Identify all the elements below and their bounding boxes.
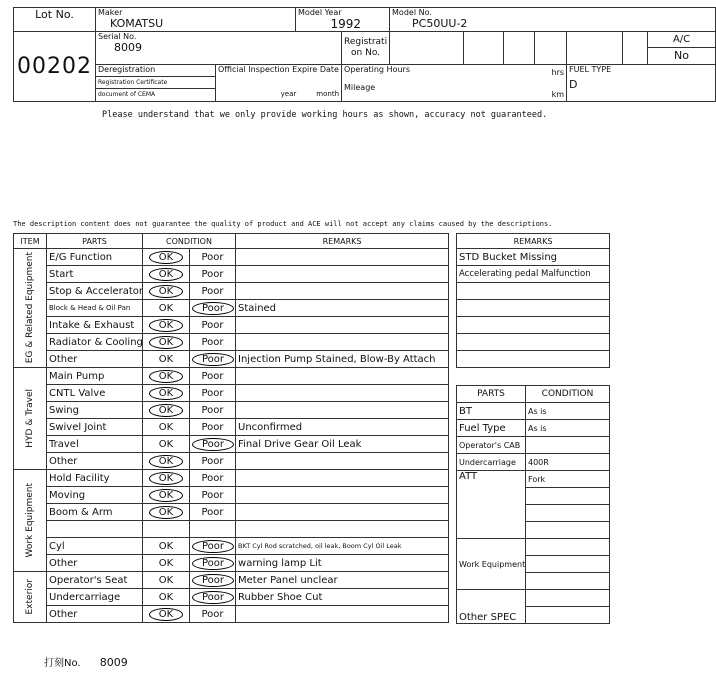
ok-cell xyxy=(143,589,190,606)
ok-mark: OK xyxy=(149,506,183,519)
part-name: Intake & Exhaust xyxy=(47,317,143,334)
condition-row xyxy=(14,606,449,623)
operating-hours-label: Operating Hours xyxy=(344,65,410,74)
poor-cell xyxy=(190,538,236,555)
right-remark-row xyxy=(457,334,610,351)
part-name: Travel xyxy=(47,436,143,453)
att-extra-row xyxy=(526,488,610,505)
poor-cell xyxy=(190,266,236,283)
condition-row xyxy=(14,453,449,470)
att-extra-row xyxy=(526,522,610,539)
condition-row xyxy=(14,436,449,453)
condition-row xyxy=(14,249,449,266)
condition-row xyxy=(14,317,449,334)
part-name xyxy=(47,521,143,538)
remark-text xyxy=(236,334,449,351)
poor-cell xyxy=(190,317,236,334)
fuel-type-cell xyxy=(567,65,716,102)
maker-label: Maker xyxy=(98,8,123,17)
ok-cell xyxy=(143,351,190,368)
model-year-value: 1992 xyxy=(330,17,362,31)
model-no-label: Model No. xyxy=(392,8,432,17)
item-group-label: Exterior xyxy=(25,579,35,615)
condition-row xyxy=(14,589,449,606)
poor-mark: Poor xyxy=(192,574,234,587)
cab-label: Operator's CAB xyxy=(457,437,526,454)
poor-cell xyxy=(190,453,236,470)
poor-mark: Poor xyxy=(201,387,224,399)
mileage-label: Mileage xyxy=(344,82,376,92)
condition-row xyxy=(14,470,449,487)
ok-cell xyxy=(143,521,190,538)
ok-cell xyxy=(143,470,190,487)
ok-mark: OK xyxy=(149,319,183,332)
reg-box-1 xyxy=(390,32,464,65)
ok-cell xyxy=(143,385,190,402)
part-name: Other xyxy=(47,555,143,572)
work-extra-row xyxy=(526,556,610,573)
att-value: Fork xyxy=(526,471,610,488)
ok-cell xyxy=(143,487,190,504)
item-group-cell xyxy=(14,470,47,572)
condition-row xyxy=(14,572,449,589)
poor-cell xyxy=(190,300,236,317)
poor-mark: Poor xyxy=(201,455,224,467)
part-name: Other xyxy=(47,351,143,368)
fuel-label: Fuel Type xyxy=(457,420,526,437)
part-name: Moving xyxy=(47,487,143,504)
remark-text: BKT Cyl Rod scratched, oil leak, Boom Cyl Oil Leak xyxy=(236,538,449,555)
remark-text xyxy=(236,266,449,283)
poor-mark: Poor xyxy=(201,336,224,348)
ac-label: A/C xyxy=(648,32,715,48)
stamp-number xyxy=(44,654,128,669)
condition-row xyxy=(14,266,449,283)
poor-mark: Poor xyxy=(192,438,234,451)
ok-cell xyxy=(143,266,190,283)
ok-cell xyxy=(143,283,190,300)
header-table xyxy=(13,7,716,102)
under-value: 400R xyxy=(526,454,610,471)
poor-mark: Poor xyxy=(201,404,224,416)
ok-cell xyxy=(143,402,190,419)
part-name: Swing xyxy=(47,402,143,419)
right-parts-header: PARTS xyxy=(457,386,526,403)
ok-cell xyxy=(143,555,190,572)
right-remark-row xyxy=(457,351,610,368)
ok-cell xyxy=(143,436,190,453)
right-remarks-wrap xyxy=(456,233,610,368)
remark-text xyxy=(236,249,449,266)
ok-cell xyxy=(143,249,190,266)
remark-text xyxy=(236,385,449,402)
model-year-label: Model Year xyxy=(298,8,342,17)
remark-text xyxy=(236,487,449,504)
remark-text xyxy=(236,402,449,419)
att-label: ATT xyxy=(457,471,526,539)
lot-value: 00202 xyxy=(17,54,92,79)
remark-text xyxy=(236,317,449,334)
fuel-type-label: FUEL TYPE xyxy=(569,65,612,74)
ok-cell xyxy=(143,368,190,385)
condition-row xyxy=(14,300,449,317)
right-remark-row: STD Bucket Missing xyxy=(457,249,610,266)
poor-cell xyxy=(190,606,236,623)
poor-cell xyxy=(190,470,236,487)
inspection-label: Official Inspection Expire Date xyxy=(218,65,339,74)
ok-mark: OK xyxy=(149,251,183,264)
condition-row xyxy=(14,538,449,555)
condition-row xyxy=(14,283,449,300)
inspection-cell xyxy=(216,65,342,102)
ok-cell xyxy=(143,453,190,470)
lot-label-cell xyxy=(14,8,96,32)
registration-label: Registrati on No. xyxy=(344,37,388,58)
poor-mark: Poor xyxy=(192,540,234,553)
serial-cell xyxy=(96,32,342,65)
work-extra-row xyxy=(526,539,610,556)
work-extra-row xyxy=(526,573,610,590)
other-extra-row xyxy=(526,590,610,607)
right-remark-row: Accelerating pedal Malfunction xyxy=(457,266,610,283)
poor-cell xyxy=(190,436,236,453)
right-parts-table xyxy=(456,385,610,624)
ok-mark: OK xyxy=(158,540,174,552)
cab-value xyxy=(526,437,610,454)
deregistration-cell xyxy=(96,65,216,77)
part-name: Other xyxy=(47,606,143,623)
condition-row xyxy=(14,487,449,504)
condition-row xyxy=(14,368,449,385)
poor-cell xyxy=(190,572,236,589)
condition-row xyxy=(14,334,449,351)
document-cema-label: document of CEMA xyxy=(98,91,156,98)
item-group-label: Work Equipment xyxy=(25,483,35,558)
part-name: Cyl xyxy=(47,538,143,555)
ok-mark: OK xyxy=(149,370,183,383)
registration-cert-label: Registration Certificate xyxy=(96,77,215,89)
condition-row xyxy=(14,521,449,538)
ok-mark: OK xyxy=(149,472,183,485)
poor-mark: Poor xyxy=(192,302,234,315)
right-remarks-table xyxy=(456,233,610,368)
poor-cell xyxy=(190,385,236,402)
right-remarks-header: REMARKS xyxy=(457,234,610,249)
poor-mark: Poor xyxy=(192,353,234,366)
col-condition-header: CONDITION xyxy=(143,234,236,249)
ok-mark: OK xyxy=(149,268,183,281)
ok-cell xyxy=(143,300,190,317)
ok-cell xyxy=(143,606,190,623)
model-year-cell xyxy=(296,8,390,32)
part-name: Start xyxy=(47,266,143,283)
hrs-label: hrs xyxy=(551,67,565,77)
right-remark-row xyxy=(457,300,610,317)
item-group-cell xyxy=(14,368,47,470)
poor-mark: Poor xyxy=(192,591,234,604)
model-no-value: PC50UU-2 xyxy=(412,17,468,30)
ok-mark: OK xyxy=(158,421,174,433)
remark-text xyxy=(236,453,449,470)
poor-mark: Poor xyxy=(201,370,224,382)
remark-text: Final Drive Gear Oil Leak xyxy=(236,436,449,453)
other-extra-row xyxy=(526,607,610,624)
ok-cell xyxy=(143,538,190,555)
under-label: Undercarriage xyxy=(457,454,526,471)
remark-text: Stained xyxy=(236,300,449,317)
poor-mark: Poor xyxy=(201,489,224,501)
item-group-cell xyxy=(14,572,47,623)
operating-hours-cell xyxy=(342,65,567,77)
reg-box-4 xyxy=(535,32,567,65)
stamp-value: 8009 xyxy=(99,656,128,669)
remark-text xyxy=(236,504,449,521)
ok-mark: OK xyxy=(158,353,174,365)
item-group-cell xyxy=(14,249,47,368)
ok-mark: OK xyxy=(158,557,174,569)
model-no-cell xyxy=(390,8,716,32)
year-label: year xyxy=(280,90,297,98)
reg-box-3 xyxy=(504,32,535,65)
reg-box-5 xyxy=(567,32,623,65)
remark-text: Unconfirmed xyxy=(236,419,449,436)
condition-table xyxy=(13,233,449,623)
remark-text: Meter Panel unclear xyxy=(236,572,449,589)
part-name: Undercarriage xyxy=(47,589,143,606)
registration-cell xyxy=(342,32,390,65)
poor-cell xyxy=(190,402,236,419)
ac-cell xyxy=(648,32,716,65)
remark-text: warning lamp Lit xyxy=(236,555,449,572)
serial-label: Serial No. xyxy=(98,32,137,41)
poor-cell xyxy=(190,555,236,572)
right-remark-row xyxy=(457,283,610,300)
ok-mark: OK xyxy=(149,489,183,502)
remark-text xyxy=(236,521,449,538)
ok-mark: OK xyxy=(149,336,183,349)
remark-text xyxy=(236,470,449,487)
att-extra-row xyxy=(526,505,610,522)
lot-label: Lot No. xyxy=(35,8,74,21)
poor-cell xyxy=(190,351,236,368)
part-name: E/G Function xyxy=(47,249,143,266)
fuel-type-value: D xyxy=(569,78,578,91)
bt-value: As is xyxy=(526,403,610,420)
work-equipment-label: Work Equipment xyxy=(457,539,526,590)
reg-box-6 xyxy=(623,32,648,65)
maker-cell xyxy=(96,8,296,32)
remark-text: Injection Pump Stained, Blow-By Attach xyxy=(236,351,449,368)
part-name: Boom & Arm xyxy=(47,504,143,521)
poor-cell xyxy=(190,487,236,504)
part-name: Block & Head & Oil Pan xyxy=(47,300,143,317)
part-name: Stop & Accelerator xyxy=(47,283,143,300)
remark-text xyxy=(236,606,449,623)
condition-row xyxy=(14,402,449,419)
bt-label: BT xyxy=(457,403,526,420)
km-label: km xyxy=(551,90,565,99)
part-name: Operator's Seat xyxy=(47,572,143,589)
ok-cell xyxy=(143,504,190,521)
condition-row xyxy=(14,351,449,368)
poor-cell xyxy=(190,283,236,300)
stamp-label: 打刻No. xyxy=(44,658,81,669)
part-name: Hold Facility xyxy=(47,470,143,487)
ok-mark: OK xyxy=(149,455,183,468)
col-parts-header: PARTS xyxy=(47,234,143,249)
condition-table-wrap xyxy=(13,233,449,623)
poor-mark: Poor xyxy=(201,608,224,620)
serial-value: 8009 xyxy=(114,41,142,54)
poor-mark: Poor xyxy=(201,251,224,263)
ok-cell xyxy=(143,419,190,436)
condition-row xyxy=(14,385,449,402)
fuel-value: As is xyxy=(526,420,610,437)
ok-mark: OK xyxy=(158,302,174,314)
poor-cell xyxy=(190,419,236,436)
ac-value: No xyxy=(674,49,690,62)
poor-cell xyxy=(190,589,236,606)
right-remark-row xyxy=(457,317,610,334)
condition-row xyxy=(14,504,449,521)
poor-cell xyxy=(190,521,236,538)
poor-cell xyxy=(190,368,236,385)
ok-cell xyxy=(143,572,190,589)
right-parts-wrap xyxy=(456,385,610,624)
condition-table-body xyxy=(14,249,449,623)
header-block xyxy=(13,7,716,102)
ok-mark: OK xyxy=(149,285,183,298)
ok-mark: OK xyxy=(158,438,174,450)
part-name: Other xyxy=(47,453,143,470)
ok-mark: OK xyxy=(158,574,174,586)
ok-mark: OK xyxy=(149,404,183,417)
poor-mark: Poor xyxy=(192,557,234,570)
poor-cell xyxy=(190,504,236,521)
poor-mark: Poor xyxy=(201,421,224,433)
condition-row xyxy=(14,419,449,436)
remark-text xyxy=(236,283,449,300)
maker-value: KOMATSU xyxy=(110,17,164,30)
part-name: Swivel Joint xyxy=(47,419,143,436)
poor-mark: Poor xyxy=(201,268,224,280)
col-item-header: ITEM xyxy=(14,234,47,249)
part-name: Radiator & Cooling xyxy=(47,334,143,351)
ok-mark: OK xyxy=(149,608,183,621)
registration-cert-cell xyxy=(96,77,216,102)
poor-mark: Poor xyxy=(201,319,224,331)
remark-text: Rubber Shoe Cut xyxy=(236,589,449,606)
item-group-label: EG & Related Equipment xyxy=(25,252,35,364)
ok-cell xyxy=(143,317,190,334)
right-condition-header: CONDITION xyxy=(526,386,610,403)
ok-cell xyxy=(143,334,190,351)
hours-note: Please understand that we only provide working hours as shown, accuracy not guaranteed. xyxy=(102,110,548,120)
condition-row xyxy=(14,555,449,572)
remark-text xyxy=(236,368,449,385)
part-name: Main Pump xyxy=(47,368,143,385)
item-group-label: HYD & Travel xyxy=(25,389,35,448)
disclaimer: The description content does not guarantee the quality of product and ACE will not accept any claims caused by the descriptions. xyxy=(13,220,553,228)
col-remarks-header: REMARKS xyxy=(236,234,449,249)
lot-value-cell xyxy=(14,32,96,102)
ok-mark: OK xyxy=(158,591,174,603)
poor-cell xyxy=(190,334,236,351)
other-spec-label: Other SPEC xyxy=(457,590,526,624)
ok-mark: OK xyxy=(149,387,183,400)
part-name: CNTL Valve xyxy=(47,385,143,402)
deregistration-label: Deregistration xyxy=(98,65,156,74)
poor-cell xyxy=(190,249,236,266)
poor-mark: Poor xyxy=(201,472,224,484)
poor-mark: Poor xyxy=(201,285,224,297)
reg-box-2 xyxy=(464,32,504,65)
poor-mark: Poor xyxy=(201,506,224,518)
month-label: month xyxy=(316,90,340,98)
